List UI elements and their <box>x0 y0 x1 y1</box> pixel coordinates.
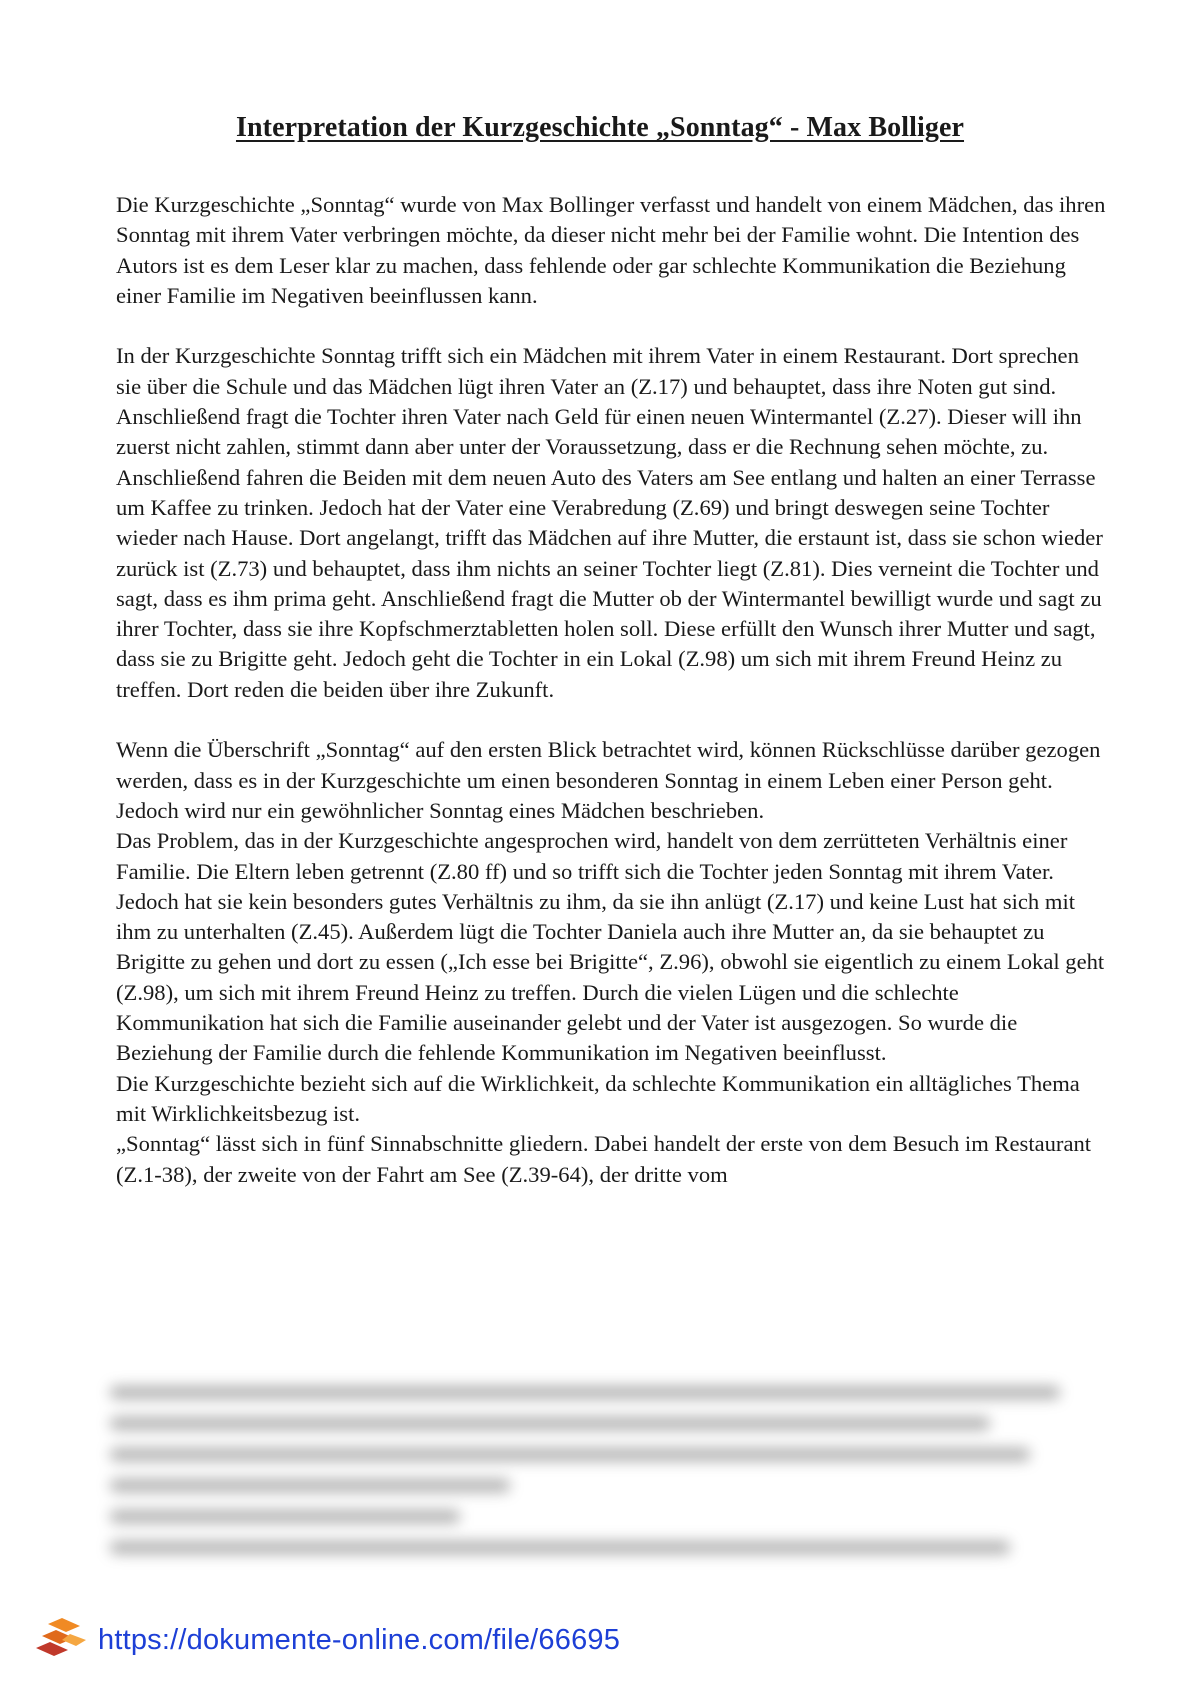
document-body <box>116 190 1106 1360</box>
blurred-preview-text <box>100 1368 1100 1588</box>
footer <box>36 1615 620 1665</box>
paragraph-title-analysis: Wenn die Überschrift „Sonntag“ auf den ersten Blick betrachtet wird, können Rückschlüsse darüber gezogen werden, dass es in der Kurzgeschichte um einen besonderen Sonntag in einem Leben einer Person geht. Jedoch wird nur ein gewöhnlicher Sonntag eines Mädchen beschrieben. <box>116 737 1101 823</box>
paragraph-summary: In der Kurzgeschichte Sonntag trifft sich ein Mädchen mit ihrem Vater in einem Restaurant. Dort sprechen sie über die Schule und das Mädchen lügt ihren Vater an (Z.17) und behauptet, dass ihre Noten gut sind. Anschließend fragt die Tochter ihren Vater nach Geld für einen neuen Wintermantel (Z.27). Dieser will ihn zuerst nicht zahlen, stimmt dann aber unter der Voraussetzung, dass er die Rechnung sehen möchte, zu. Anschließend fahren die Beiden mit dem neuen Auto des Vaters am See entlang und halten an einer Terrasse um Kaffee zu trinken. Jedoch hat der Vater eine Verabredung (Z.69) und bringt deswegen seine Tochter wieder nach Hause. Dort angelangt, trifft das Mädchen auf ihre Mutter, die erstaunt ist, dass sie schon wieder zurück ist (Z.73) und behauptet, dass ihm nichts an seiner Tochter liegt (Z.81). Dies verneint die Tochter und sagt, dass es ihm prima geht. Anschließend fragt die Mutter ob der Wintermantel bewilligt wurde und sagt zu ihrer Tochter, dass sie ihre Kopfschmerztabletten holen soll. Diese erfüllt den Wunsch ihrer Mutter und sagt, dass sie zu Brigitte geht. Jedoch geht die Tochter in ein Lokal (Z.98) um sich mit ihrem Freund Heinz zu treffen. Dort reden die beiden über ihre Zukunft. <box>116 343 1103 702</box>
document-title: Interpretation der Kurzgeschichte „Sonntag“ - Max Bolliger <box>235 112 965 143</box>
paragraph-structure: „Sonntag“ lässt sich in fünf Sinnabschnitte gliedern. Dabei handelt der erste von dem Besuch im Restaurant (Z.1-38), der zweite von der Fahrt am See (Z.39-64), der dritte vom <box>116 1131 1092 1187</box>
paragraph-intro: Die Kurzgeschichte „Sonntag“ wurde von Max Bollinger verfasst und handelt von einem Mädchen, das ihren Sonntag mit ihrem Vater verbringen möchte, da dieser nicht mehr bei der Familie wohnt. Die Intention des Autors ist es dem Leser klar zu machen, dass fehlende oder gar schlechte Kommunikation die Beziehung einer Familie im Negativen beeinflussen kann. <box>116 192 1106 308</box>
paragraph-problem: Das Problem, das in der Kurzgeschichte angesprochen wird, handelt von dem zerrütteten Verhältnis einer Familie. Die Eltern leben getrennt (Z.80 ff) und so trifft sich die Tochter jeden Sonntag mit ihrem Vater. Jedoch hat sie kein besonders gutes Verhältnis zu ihm, da sie ihn anlügt (Z.17) und keine Lust hat sich mit ihm zu unterhalten (Z.45). Außerdem lügt die Tochter Daniela auch ihre Mutter an, da sie behauptet zu Brigitte zu gehen und dort zu essen („Ich esse bei Brigitte“, Z.96), obwohl sie eigentlich zu einem Lokal geht (Z.98), um sich mit ihrem Freund Heinz zu treffen. Durch die vielen Lügen und die schlechte Kommunikation hat sich die Familie auseinander gelebt und der Vater ist ausgezogen. So wurde die Beziehung der Familie durch die fehlende Kommunikation im Negativen beeinflusst. <box>116 828 1105 1066</box>
paragraph-reality: Die Kurzgeschichte bezieht sich auf die Wirklichkeit, da schlechte Kommunikation ein alltägliches Thema mit Wirklichkeitsbezug ist. <box>116 1070 1080 1126</box>
dokumente-online-logo-icon <box>36 1616 88 1664</box>
document-source-link[interactable]: https://dokumente-online.com/file/66695 <box>98 1623 621 1656</box>
